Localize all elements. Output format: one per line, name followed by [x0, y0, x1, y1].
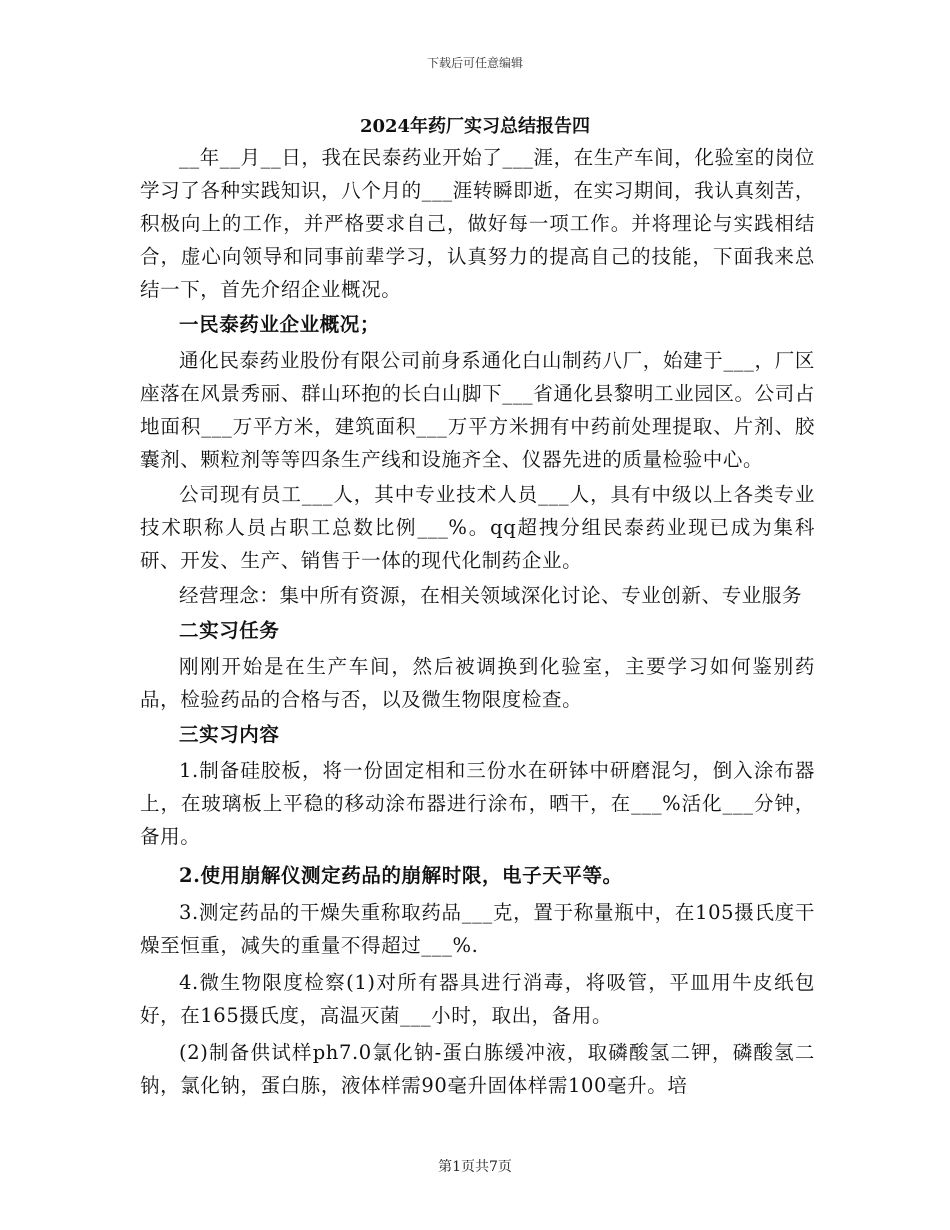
paragraph-business-philosophy: 经营理念：集中所有资源，在相关领域深化讨论、专业创新、专业服务	[179, 584, 803, 607]
list-item-microbial-limit: 4.微生物限度检察(1)对所有器具进行消毒，将吸管，平皿用牛皮纸包好，在165摄氏度，高温灭菌___小时，取出，备用。	[140, 971, 815, 1027]
document-body	[140, 141, 815, 1102]
paragraph-company-staff: 公司现有员工___人，其中专业技术人员___人，具有中级以上各类专业技术职称人员占职工总数比例___%。qq超拽分组民泰药业现已成为集科研、开发、生产、销售于一体的现代化制药企业。	[140, 483, 815, 572]
paragraph-company-history: 通化民泰药业股份有限公司前身系通化白山制药八厂，始建于___，厂区座落在风景秀丽、群山环抱的长白山脚下___省通化县黎明工业园区。公司占地面积___万平方米，建筑面积___万平方米拥有中药前处理提取、片剂、胶囊剂、颗粒剂等等四条生产线和设施齐全、仪器先进的质量检验中心。	[140, 349, 815, 471]
section-heading-company-overview: 一民泰药业企业概况；	[179, 313, 381, 336]
section-heading-internship-tasks: 二实习任务	[179, 619, 280, 642]
header-note: 下载后可任意编辑	[426, 56, 523, 70]
paragraph-intro: __年__月__日，我在民泰药业开始了___涯，在生产车间，化验室的岗位学习了各种实践知识，八个月的___涯转瞬即逝，在实习期间，我认真刻苦，积极向上的工作，并严格要求自己，做好每一项工作。并将理论与实践相结合，虚心向领导和同事前辈学习，认真努力的提高自己的技能，下面我来总结一下，首先介绍企业概况。	[140, 146, 815, 301]
section-heading-internship-content: 三实习内容	[179, 723, 280, 746]
paragraph-internship-tasks: 刚刚开始是在生产车间，然后被调换到化验室，主要学习如何鉴别药品，检验药品的合格与否，以及微生物限度检查。	[140, 655, 815, 711]
list-item-disintegration-test: 2.使用崩解仪测定药品的崩解时限，电子天平等。	[179, 864, 623, 887]
page-number: 第1页共7页	[438, 1159, 512, 1175]
list-item-drying-loss: 3.测定药品的干燥失重称取药品___克，置于称量瓶中，在105摄氏度干燥至恒重，减失的重量不得超过___%.	[140, 901, 815, 957]
list-item-buffer-preparation: (2)制备供试样ph7.0氯化钠-蛋白胨缓冲液，取磷酸氢二钾，磷酸氢二钠，氯化钠，蛋白胨，液体样需90毫升固体样需100毫升。培	[140, 1041, 815, 1097]
document-title: 2024年药厂实习总结报告四	[359, 116, 591, 137]
list-item-silica-plate: 1.制备硅胶板，将一份固定相和三份水在研钵中研磨混匀，倒入涂布器上，在玻璃板上平稳的移动涂布器进行涂布，晒干，在___%活化___分钟，备用。	[140, 759, 815, 848]
